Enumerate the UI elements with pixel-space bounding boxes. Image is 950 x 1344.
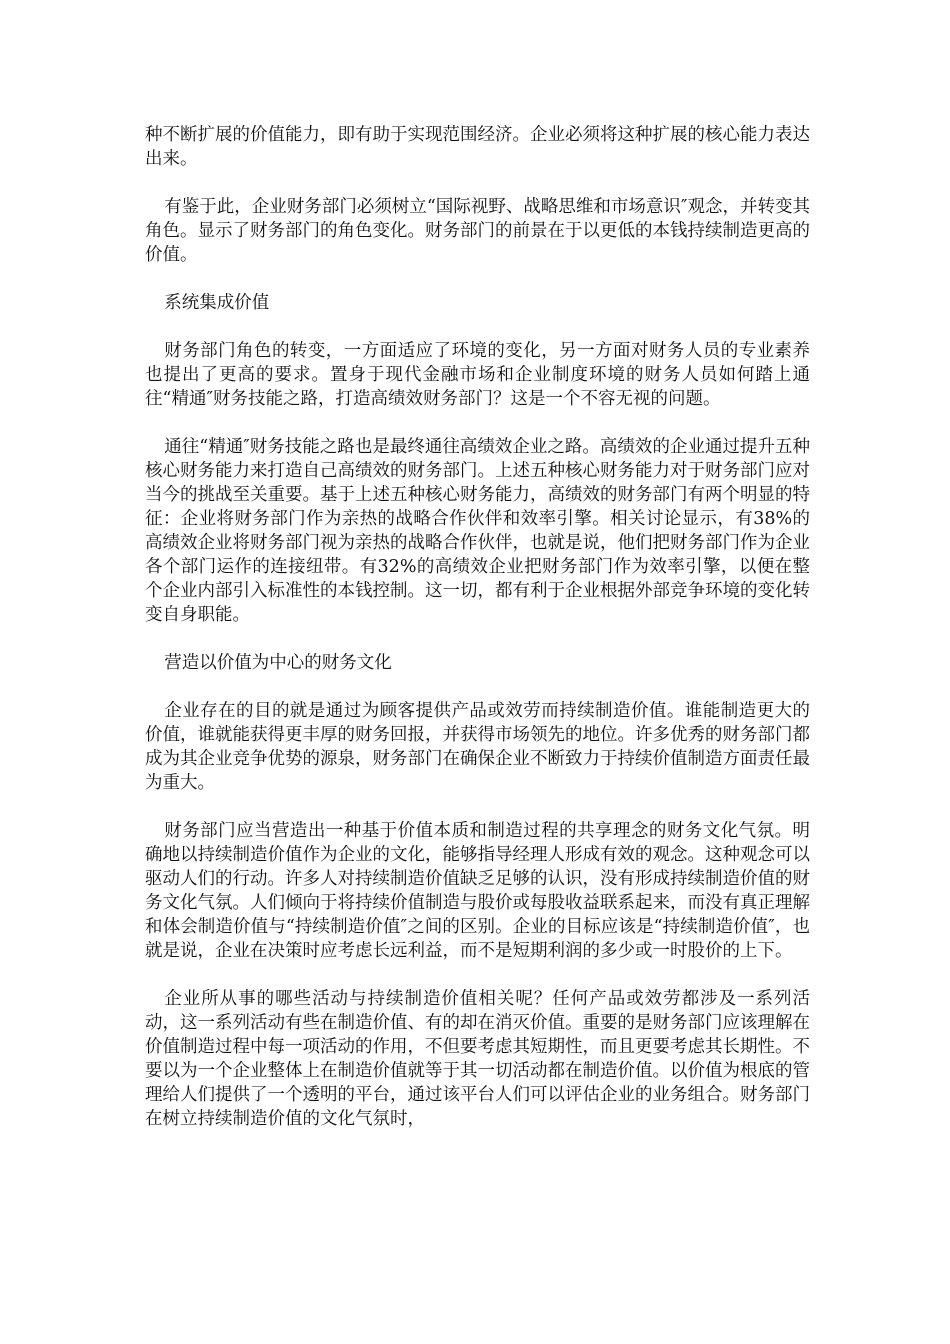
paragraph-continuation: 种不断扩展的价值能力，即有助于实现范围经济。企业必须将这种扩展的核心能力表达出来。 (145, 125, 810, 169)
paragraph-high-performance: 通往“精通″财务技能之路也是最终通往高绩效企业之路。高绩效的企业通过提升五种核心财务能力来打造自己高绩效的财务部门。上述五种核心财务能力对于财务部门应对当今的挑战至关重要。基于上述五种核心财务能力，高绩效的财务部门有两个明显的特征：企业将财务部门作为亲热的战略合作伙伴和效率引擎。相关讨论显示，有38%的高绩效企业将财务部门视为亲热的战略合作伙伴，也就是说，他们把财务部门作为企业各个部门运作的连接纽带。有32%的高绩效企业把财务部门作为效率引擎，以便在整个企业内部引入标准性的本钱控制。这一切，都有利于企业根据外部竞争环境的变化转变自身职能。 (145, 437, 810, 625)
section-heading-system-integration: 系统集成价值 (164, 293, 270, 313)
paragraph-financial-culture: 财务部门应当营造出一种基于价值本质和制造过程的共享理念的财务文化气氛。明确地以持续制造价值作为企业的文化，能够指导经理人形成有效的观念。这种观念可以驱动人们的行动。许多人对持续制造价值缺乏足够的认识，没有形成持续制造价值的财务文化气氛。人们倾向于将持续价值制造与股价或每股收益联系起来，而没有真正理解和体会制造价值与“持续制造价值″之间的区别。企业的目标应该是“持续制造价值″，也就是说，企业在决策时应考虑长远利益，而不是短期利润的多少或一时股价的上下。 (145, 821, 810, 961)
paragraph-enterprise-purpose: 企业存在的目的就是通过为顾客提供产品或效劳而持续制造价值。谁能制造更大的价值，谁就能获得更丰厚的财务回报，并获得市场领先的地位。许多优秀的财务部门都成为其企业竞争优势的源泉，财务部门在确保企业不断致力于持续价值制造方面责任最为重大。 (145, 701, 810, 793)
paragraph-value-activities: 企业所从事的哪些活动与持续制造价值相关呢？任何产品或效劳都涉及一系列活动，这一系列活动有些在制造价值、有的却在消灭价值。重要的是财务部门应该理解在价值制造过程中每一项活动的作用，不但要考虑其短期性，而且更要考虑其长期性。不要以为一个企业整体上在制造价值就等于其一切活动都在制造价值。以价值为根底的管理给人们提供了一个透明的平台，通过该平台人们可以评估企业的业务组合。财务部门在树立持续制造价值的文化气氛时， (145, 989, 810, 1129)
paragraph-role-transformation: 财务部门角色的转变，一方面适应了环境的变化，另一方面对财务人员的专业素养也提出了更高的要求。置身于现代金融市场和企业制度环境的财务人员如何踏上通往“精通″财务技能之路，打造高绩效财务部门？这是一个不容无视的问题。 (145, 341, 810, 409)
paragraph-global-vision: 有鉴于此，企业财务部门必须树立“国际视野、战略思维和市场意识″观念，并转变其角色。显示了财务部门的角色变化。财务部门的前景在于以更低的本钱持续制造更高的价值。 (145, 197, 810, 265)
section-heading-value-culture: 营造以价值为中心的财务文化 (164, 653, 392, 673)
document-body (145, 123, 810, 1155)
